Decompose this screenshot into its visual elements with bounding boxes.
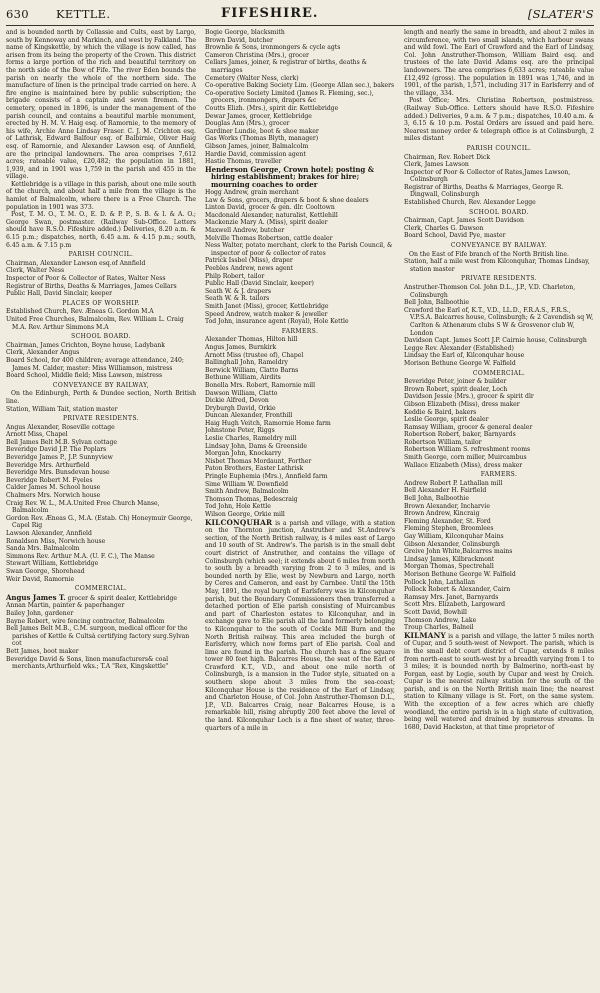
- directory-entry: Gas Works (Thomas Blyth, manager): [205, 135, 319, 143]
- established-church-entry: Established Church, Rev. Alexander Legge: [404, 199, 536, 207]
- directory-entry: Robertson Robert, baker, Barnyards: [404, 431, 516, 439]
- directory-entry: Clerk, James Lawson: [404, 161, 469, 169]
- directory-entry: Co-operative Society Limited (James R. Fleming, sec.), grocers, ironmongers, drapers &c: [205, 89, 374, 105]
- directory-entry: Chalmers Mrs. Norwich house: [6, 492, 101, 500]
- section-heading: FARMERS.: [281, 327, 319, 335]
- directory-entry: United Free Churches, Balmalcolm, Rev. William L. Craig M.A. Rev. Arthur Simmons M.A: [6, 315, 184, 331]
- directory-entry: Morgan John, Knockarry: [205, 450, 282, 458]
- section-heading: COMMERCIAL.: [74, 585, 128, 593]
- directory-entry: Bogie George, blacksmith: [205, 29, 285, 36]
- section-heading: SCHOOL BOARD.: [469, 208, 529, 216]
- page-number: 630: [6, 7, 29, 21]
- parish-council-list: [404, 154, 594, 200]
- directory-entry: Hastie Thomas, traveller: [205, 158, 282, 166]
- commercial-list: [404, 378, 594, 469]
- directory-entry: Bell John, Balboothie: [404, 495, 469, 503]
- directory-entry: Hardie David, commission agent: [205, 150, 306, 158]
- directory-entry: Pringle Euphemia (Mrs.), Annfield farm: [205, 473, 328, 481]
- directory-entry: Beveridge Mrs. Arthurfield: [6, 461, 90, 469]
- directory-entry: Arnott Miss (trustee of), Chapel: [205, 351, 304, 359]
- directory-entry: Lindsay James, Kilbrackmont: [404, 555, 495, 563]
- directory-entry: Morgan Thomas, Spectrehall: [404, 563, 494, 571]
- commercial-list-cont-2: [205, 189, 395, 326]
- directory-entry: Bett James, boot maker: [6, 647, 79, 655]
- directory-entry: Peebles Andrew, news agent: [205, 265, 293, 273]
- directory-entry: Angus Alexander, Roseville cottage: [6, 423, 115, 431]
- directory-entry: Wilson George, Orkie mill: [205, 511, 285, 519]
- directory-entry: Gordon Rev. Æneas G., M.A. (Estab. Ch) Honeymuir George, Capel Rig: [6, 514, 193, 530]
- section-heading: CONVEYANCE BY RAILWAY.: [450, 242, 548, 250]
- directory-entry: Smith Janet (Miss), grocer, Kettlebridge: [205, 302, 329, 310]
- directory-entry: Anstruther-Thomson Col. John D.L., J.P., V.D. Charleton, Colinsburgh: [404, 284, 576, 299]
- directory-entry: Beveridge David & Sons, linen manufacturers& coal merchants,Arthurfield wks.; T.A "Rex, Kingskettle": [6, 655, 169, 671]
- directory-entry: Sanda Mrs. Balmalcolm: [6, 545, 80, 553]
- directory-entry: Lindsay the Earl of, Kilconquhar house: [404, 352, 525, 360]
- directory-entry: Swan George, Shorehead: [6, 567, 85, 575]
- place-name: KILCONQUHAR: [205, 517, 273, 527]
- commercial-list: [6, 602, 196, 670]
- school-board-list: [6, 342, 196, 380]
- directory-entry: Calder James M. School house: [6, 484, 101, 492]
- station-entry: Station, half a mile west from Kilconquhar, Thomas Lindsay, station master: [404, 258, 590, 273]
- directory-entry: Ramsay Mrs. Janet, Barnyards: [404, 593, 499, 601]
- directory-entry: Board School, for 400 children; average attendance, 240; James M. Calder, master: Miss Williamson, mistress: [6, 356, 184, 372]
- directory-entry: Pollock Robert & Alexander, Cairn: [404, 586, 511, 594]
- section-heading: PLACES OF WORSHIP.: [62, 299, 140, 307]
- section-heading: PRIVATE RESIDENTS.: [63, 415, 139, 423]
- section-heading: PARISH COUNCIL.: [68, 251, 134, 259]
- directory-entry: Ramsay William, grocer & general dealer: [404, 423, 533, 431]
- directory-entry: Smith Andrew, Balmalcolm: [205, 488, 289, 496]
- section-heading: COMMERCIAL.: [472, 369, 526, 377]
- directory-entry: Scott Mrs. Elizabeth, Largoward: [404, 601, 506, 609]
- directory-entry: Bell James Belt M.B. Sylvan cottage: [6, 438, 118, 446]
- directory-entry: Lawson Alexander, Annfield: [6, 530, 92, 537]
- worship-list: [6, 308, 196, 331]
- directory-entry: Dawson William, Clatto: [205, 389, 278, 397]
- directory-entry: Macdonald Alexander, naturalist, Kettlehill: [205, 211, 338, 219]
- advert-name: Angus James T.: [6, 592, 66, 602]
- directory-entry: Tod John, insurance agent (Royal), Hole Kettle: [205, 318, 349, 326]
- running-place: KETTLE.: [56, 7, 111, 21]
- directory-entry: Wallace Elizabeth (Miss), dress maker: [404, 461, 523, 469]
- directory-entry: Scott David, Bowhill: [404, 608, 467, 616]
- directory-entry: Thomson Andrew, Lake: [404, 616, 477, 624]
- directory-entry: Troup Charles, Balneil: [404, 624, 474, 632]
- directory-entry: Fleming Stephen, Broomlees: [404, 525, 494, 533]
- section-heading: FARMERS.: [480, 471, 518, 479]
- directory-entry: Registrar of Births, Deaths & Marriages, George R. Dingwall, Colinsburgh: [404, 183, 564, 199]
- directory-entry: Angus James, Burnkirk: [205, 343, 277, 351]
- kettle-description: and is bounded north by Collassie and Cults, east by Largo, south by Kennoway and Markinch, and west by Falkland. The name of Kingskettle, by which the village is now called, has arisen from its being the property of the Crown. This district forms a large portion of the rich and beautiful territory on the north side of the Bow of Fife. The river Eden bounds the parish on nearly the whole of the northern side. The manufacture of linen is the principal trade carried on here. A fire engine is maintained here by public subscription; the brigade consists of a captain and seven firemen. The cemetery, opened in 1896, is under the management of the parish council, and contains a beautiful marble monument, erected by H. M. V. Haig esq. of Ramornie, to the memory of his wife, Archie Anne Lindsay Fraser. C. J. M. Crichton esq. of Lathrisk, Edward Balfour esq. of Balbirnie, Oliver Haig esq. of Ramornie, and Alexander Lawson esq. of Annfield, are the principal landowners. The area comprises 7,612 acres; rateable value, £20,482; the population in 1881, 1,939, and in 1901 was 1,759 in the parish and 455 in the village.: [6, 29, 196, 181]
- directory-entry: Seath W. & R. tailors: [205, 295, 270, 303]
- directory-entry: Public Hall (David Sinclair, keeper): [205, 280, 314, 288]
- advert-detail: grocer & spirit dealer, Kettlebridge: [67, 594, 178, 602]
- directory-entry: Board School, David Pye, master: [404, 232, 506, 240]
- text-columns: [6, 29, 594, 989]
- directory-entry: Davidson Capt. James Scott J.P. Cairnie house, Colinsburgh: [404, 337, 587, 345]
- directory-entry: Morison Bethune George W. Falfield: [404, 359, 516, 367]
- directory-entry: Bethune William, Airdits: [205, 374, 281, 382]
- commercial-list-cont: [205, 29, 395, 166]
- directory-entry: Beveridge Mrs. Bunsdevan house: [6, 469, 110, 477]
- kilconquhar-text: is a parish and village, with a station on the Thornton junction, Anstruther and St.Andrew's section, of the North British railway, is 4 miles east of Largo and 10 south of St. Andrew's. The parish is in the small debt court district of Anstruther, and contains the village of Colinsburgh (which see); it extends about 6 miles from north to south by a breadth varying from 2 to 3 miles, and is bounded north by Elie, west by Newburn and Largo, north by Ceres and Cameron, and east by Carnbee. Until the 15th May, 1891, the royal burgh of Earlsferry was in Kilconquhar parish, but the Boundary Commissioners then transferred a detached portion of Elie parish consisting of Muircambus and part of Charleston estates to Kilconquhar, and in exchange gave to Elie parish all the land formerly belonging to Kilconquhar to the south of Cockle Mill Burn and the North British railway. This area included the burgh of Earlsferry, which now forms part of Elie parish. Coal and lime are found in the parish. The church has a fine square tower 80 feet high. Balcarres House, the seat of the Earl of Crawford K.T., V.D., and about one mile north of Colinsburgh, is a mansion in the Tudor style, situated on a southern slope about 3 miles from the sea-coast; Kilconquhar House is the residence of the Earl of Lindsay, and Charleton House, of Col. John Anstruther-Thomson D.L., J.P., V.D. Balcarres Craig, near Balcarres House, is a remarkable hill, rising abruptly 200 feet above the level of the land. Kilconquhar Loch is a fine sheet of water, three-quarters of a mile in: [205, 519, 395, 732]
- directory-entry: Cameron Christina (Mrs.), grocer: [205, 51, 309, 59]
- directory-entry: Beveridge James P., J.P. Sunnyview: [6, 454, 113, 462]
- directory-entry: Gay William, Kilconquhar Mains: [404, 533, 504, 540]
- kilconquhar-continued: length and nearly the same in breadth, and about 2 miles in circumference, with two small islands, which harbour swans and wild fowl. The Earl of Crawford and the Earl of Lindsay, Col. John Anstruther-Thomson, William Baird esq. and trustees of the late David Adams esq. are the principal landowners. The area comprises 6,633 acres; rateable value £12,492 (gross). The population in 1891 was 1,746, and in 1901, of the parish, 1,571, including 317 in Earlsferry and of the village, 334.: [404, 29, 594, 97]
- column-2: [205, 29, 395, 989]
- directory-entry: Cemetery (Walter Ness, clerk): [205, 74, 299, 82]
- directory-entry: Nisbet Thomas Mordaunt, Forther: [205, 457, 312, 465]
- directory-entry: Board School, Middle field; Miss Lawson, mistress: [6, 372, 163, 380]
- directory-entry: Speed Andrew, watch maker & jeweller: [205, 310, 328, 318]
- directory-entry: Brown Alexander, Incharvie: [404, 502, 490, 510]
- directory-entry: Ballinghall John, Rameldry: [205, 359, 288, 367]
- directory-entry: Brown Andrew, Kincraig: [404, 510, 480, 518]
- publisher-mark: [SLATER'S: [527, 7, 594, 21]
- school-board-list: [404, 217, 594, 240]
- directory-entry: Chairman, Alexander Lawson esq.of Annfield: [6, 259, 146, 267]
- directory-entry: Inspector of Poor & Collector of Rates,James Lawson, Colinsburgh: [404, 168, 571, 184]
- directory-entry: Legge Rev. Alexander (Established): [404, 344, 514, 352]
- directory-entry: Andrew Robert P. Lathallan mill: [404, 479, 503, 487]
- station-entry: Station, William Tait, station master: [6, 405, 118, 413]
- directory-entry: Lindsay John, Dams & Greenside: [205, 442, 308, 450]
- hotel-advert: Henderson George, Crown hotel; posting & hiring establishment; brakes for hire; mourning coaches to order: [205, 164, 375, 190]
- post-office-info: Post Office; Mrs. Christina Robertson, postmistress. (Railway Sub-Office. Letters should have R.S.O. Fifeshire added.) Deliveries, 9 a.m. & 7 p.m.; dispatches, 10.40 a.m. & 3, 6.15 & 10 p.m. Postal Orders are issued and paid here. Nearest money order & telegraph office is at Colinsburgh, 2 miles distant: [404, 97, 594, 143]
- directory-entry: Melville Thomas Robertson, cattle dealer: [205, 234, 333, 242]
- railway-info: On the Edinburgh, Perth & Dundee section, North British line.: [6, 390, 196, 405]
- directory-entry: Greive John White,Balcarres mains: [404, 548, 513, 556]
- directory-entry: Clerk, Charles G. Dawson: [404, 224, 484, 232]
- directory-entry: Bonella Mrs. Robert, Ramornie mill: [205, 381, 316, 389]
- directory-entry: Duncan Alexander, Fronthill: [205, 412, 293, 420]
- directory-entry: Seath W. & J. drapers: [205, 287, 271, 295]
- directory-entry: Gibson James, joiner, Balmalcolm: [205, 142, 309, 150]
- place-name: KILMANY: [404, 630, 446, 640]
- directory-entry: Fleming Alexander, St. Ford: [404, 517, 491, 525]
- directory-entry: Registrar of Births, Deaths & Marriages, James Cellars: [6, 282, 177, 290]
- directory-entry: Mackenzie Mary A. (Miss), spirit dealer: [205, 219, 328, 227]
- kilmany-description: [404, 632, 594, 732]
- directory-entry: Bell James Belt M.B., C.M. surgeon, medical officer for the parishes of Kettle & Cultsà certifying factory surg.Sylvan cot: [6, 625, 190, 648]
- county-title: FIFESHIRE.: [221, 6, 319, 21]
- farmers-list: [404, 480, 594, 632]
- directory-entry: Chairman, Capt. James Scott Davidson: [404, 217, 524, 225]
- directory-entry: Dewar James, grocer, Kettlebridge: [205, 112, 312, 120]
- section-heading: PRIVATE RESIDENTS.: [461, 275, 537, 283]
- directory-entry: Bayne Robert, wire fencing contractor, Balmalcolm: [6, 617, 165, 625]
- post-office-info: Post, T. M. O., T. M. O., E. D. & P. P., S. B. & I. & A. O.; George Swan, postmaster. (Railway Sub-Office. Letters should have R.S.O. Fifeshire added.) Deliveries, 8.20 a.m. & 6.15 p.m.; dispatches, north, 6.45 a.m. & 4.15 p.m.; south, 6.45 a.m. & 7.15 p.m: [6, 211, 196, 249]
- directory-entry: Gibson Elizabeth (Miss), dress maker: [404, 400, 520, 408]
- directory-entry: Beveridge David J.P. The Poplars: [6, 446, 107, 454]
- directory-entry: Craig Rev. W. L., M.A.United Free Church Manse, Balmalcolm: [6, 499, 160, 515]
- directory-entry: Crawford the Earl of, K.T., V.D., LL.D., F.R.A.S., F.R.S., V.P.S.A. Balcarres house, Colinsburgh; & 2 Cavendish sq W, Carlton & Athenæum clubs S W & Grosvenor club W, London: [404, 306, 594, 337]
- section-heading: CONVEYANCE BY RAILWAY,: [52, 381, 150, 389]
- railway-info: On the East of Fife branch of the North British line.: [409, 250, 569, 258]
- directory-entry: Bell Alexander H. Fairfield: [404, 487, 487, 495]
- directory-entry: Paton Brothers, Easter Lathrisk: [205, 465, 304, 473]
- kettlebridge-paragraph: Kettlebridge is a village in this parish, about one mile south of the church, and about half a mile from the village is the hamlet of Balmalcolm, where there is a Free Church. The population in 1901 was 373.: [6, 180, 196, 211]
- directory-entry: Coutts Elizh. (Mrs.), spirit dir. Kettlebridge: [205, 104, 339, 112]
- directory-entry: Beveridge Robert M. Fyeles: [6, 476, 93, 484]
- directory-entry: Davidson Jessie (Mrs.), grocer & spirit dlr: [404, 393, 534, 401]
- directory-entry: Patrick Issbel (Miss), draper: [205, 257, 293, 265]
- directory-entry: Keddie & Baird, bakers: [404, 408, 477, 416]
- section-heading: PARISH COUNCIL.: [466, 144, 532, 152]
- public-hall-entry: Public Hall, David Sinclair, keeper: [6, 290, 113, 298]
- directory-entry: Maxwell Andrew, butcher: [205, 227, 285, 235]
- directory-entry: Co-operative Baking Society Lim. (George Allan sec.), bakers: [205, 82, 395, 90]
- directory-entry: Thomson Thomas, Bedescraig: [205, 495, 298, 503]
- directory-entry: Gibson Alexander, Colinsburgh: [404, 540, 500, 548]
- directory-entry: Simmons Rev. Arthur M.A. (U. F. C.), The Manse: [6, 552, 155, 560]
- directory-entry: Bailey John, gardener: [6, 609, 74, 617]
- directory-entry: Sime William W. Downfield: [205, 480, 289, 488]
- directory-entry: Established Church, Rev. Æneas G. Gordon M.A: [6, 308, 154, 316]
- directory-entry: Dickie Alfred, Devon: [205, 397, 269, 405]
- directory-entry: Leslie Charles, Rameldry mill: [205, 435, 297, 443]
- directory-entry: Smith George, corn miller, Muircambus: [404, 454, 527, 462]
- directory-entry: Douglas Ann (Mrs.), grocer: [205, 120, 290, 128]
- directory-entry: Annan Martin, painter & paperhanger: [6, 602, 125, 610]
- directory-entry: Stewart William, Kettlebridge: [6, 560, 99, 568]
- directory-entry: Linton David, grocer & gen. dlr. Cooltown: [205, 204, 335, 212]
- kilconquhar-description: [205, 519, 395, 733]
- directory-entry: Robertson William S. refreshment rooms: [404, 446, 531, 454]
- directory-entry: Gardiner Lundie, boot & shoe maker: [205, 127, 319, 135]
- directory-entry: Berwick William, Clatto Barns: [205, 366, 299, 374]
- directory-entry: Brownlie & Sons, ironmongers & cycle agts: [205, 44, 341, 52]
- directory-entry: Inspector of Poor & Collector of Rates, Walter Ness: [6, 275, 166, 282]
- directory-entry: Tod John, Hole Kettle: [205, 503, 271, 511]
- directory-entry: Ronaldson Miss, Norwich house: [6, 537, 106, 545]
- kilmany-text: is a parish and village, the latter 5 miles north of Cupar, and 5 south-west of Newport. The parish, which is in the small debt court district of Cupar, extends 8 miles from north-east to south-west by a breadth varying from 1 to 3 miles; it is bounded north by Balmerino, north-east by Forgan, east by Logie, south by Cupar and west by Creich. Cupar is the nearest railway station for the south of the parish, and is on the North British main line; the nearest station to Kilmany village is St. Fort, on the same system. With the exception of a few acres which are chiefly woodland, the entire parish is in a high state of cultivation, being well watered and drained by numerous streams. In 1680, David Hackston, at that time proprietor of: [404, 632, 594, 731]
- directory-entry: Beveridge Peter, joiner & builder: [404, 378, 507, 386]
- directory-entry: Clerk, Alexander Angus: [6, 349, 80, 357]
- directory-entry: Weir David, Ramornie: [6, 575, 75, 583]
- directory-entry: Chairman, James Crichton, Boyne house, Ladybank: [6, 341, 165, 349]
- directory-entry: Cellars James, joiner, & registrar of births, deaths & marriages: [205, 59, 368, 74]
- advert-entry: [6, 594, 196, 603]
- directory-entry: Hogg Andrew, grain merchant: [205, 189, 299, 197]
- directory-entry: Brown David, butcher: [205, 36, 273, 44]
- directory-entry: Bell John, Balboothie: [404, 299, 469, 307]
- column-1: [6, 29, 196, 989]
- directory-entry: Philp Robert, tailor: [205, 272, 265, 280]
- directory-entry: Chairman, Rev. Robert Dick: [404, 153, 491, 161]
- directory-entry: Arnott Miss, Chapel: [6, 431, 68, 439]
- section-heading: SCHOOL BOARD.: [71, 333, 131, 341]
- directory-entry: Clerk, Walter Ness: [6, 267, 65, 275]
- directory-entry: Morison Bethune George W. Falfield: [404, 570, 516, 578]
- farmers-list: [205, 336, 395, 518]
- directory-entry: Brown Robert, spirit dealer, Loch: [404, 385, 508, 393]
- directory-entry: Johnstone Peter, Riggs: [205, 427, 275, 435]
- directory-entry: Pollock John, Lathallan: [404, 578, 476, 586]
- private-residents-list: [404, 284, 594, 368]
- directory-entry: Leslie George, spirit dealer: [404, 416, 489, 424]
- directory-entry: Robertson William, tailor: [404, 438, 482, 446]
- directory-entry: Ness Walter, potato merchant, clerk to the Parish Council, & inspector of poor & collector of rates: [205, 242, 393, 257]
- private-residents-list: [6, 424, 196, 583]
- directory-entry: Haig Hugh Veitch, Ramornie Home farm: [205, 419, 331, 427]
- directory-entry: Dryburgh David, Orkie: [205, 404, 276, 412]
- directory-entry: Alexander Thomas, Hilton hill: [205, 336, 298, 344]
- directory-entry: Law & Sons, grocers, drapers & boot & shoe dealers: [205, 196, 369, 204]
- column-3: [404, 29, 594, 989]
- page-header: [6, 3, 594, 26]
- parish-council-list: [6, 260, 196, 290]
